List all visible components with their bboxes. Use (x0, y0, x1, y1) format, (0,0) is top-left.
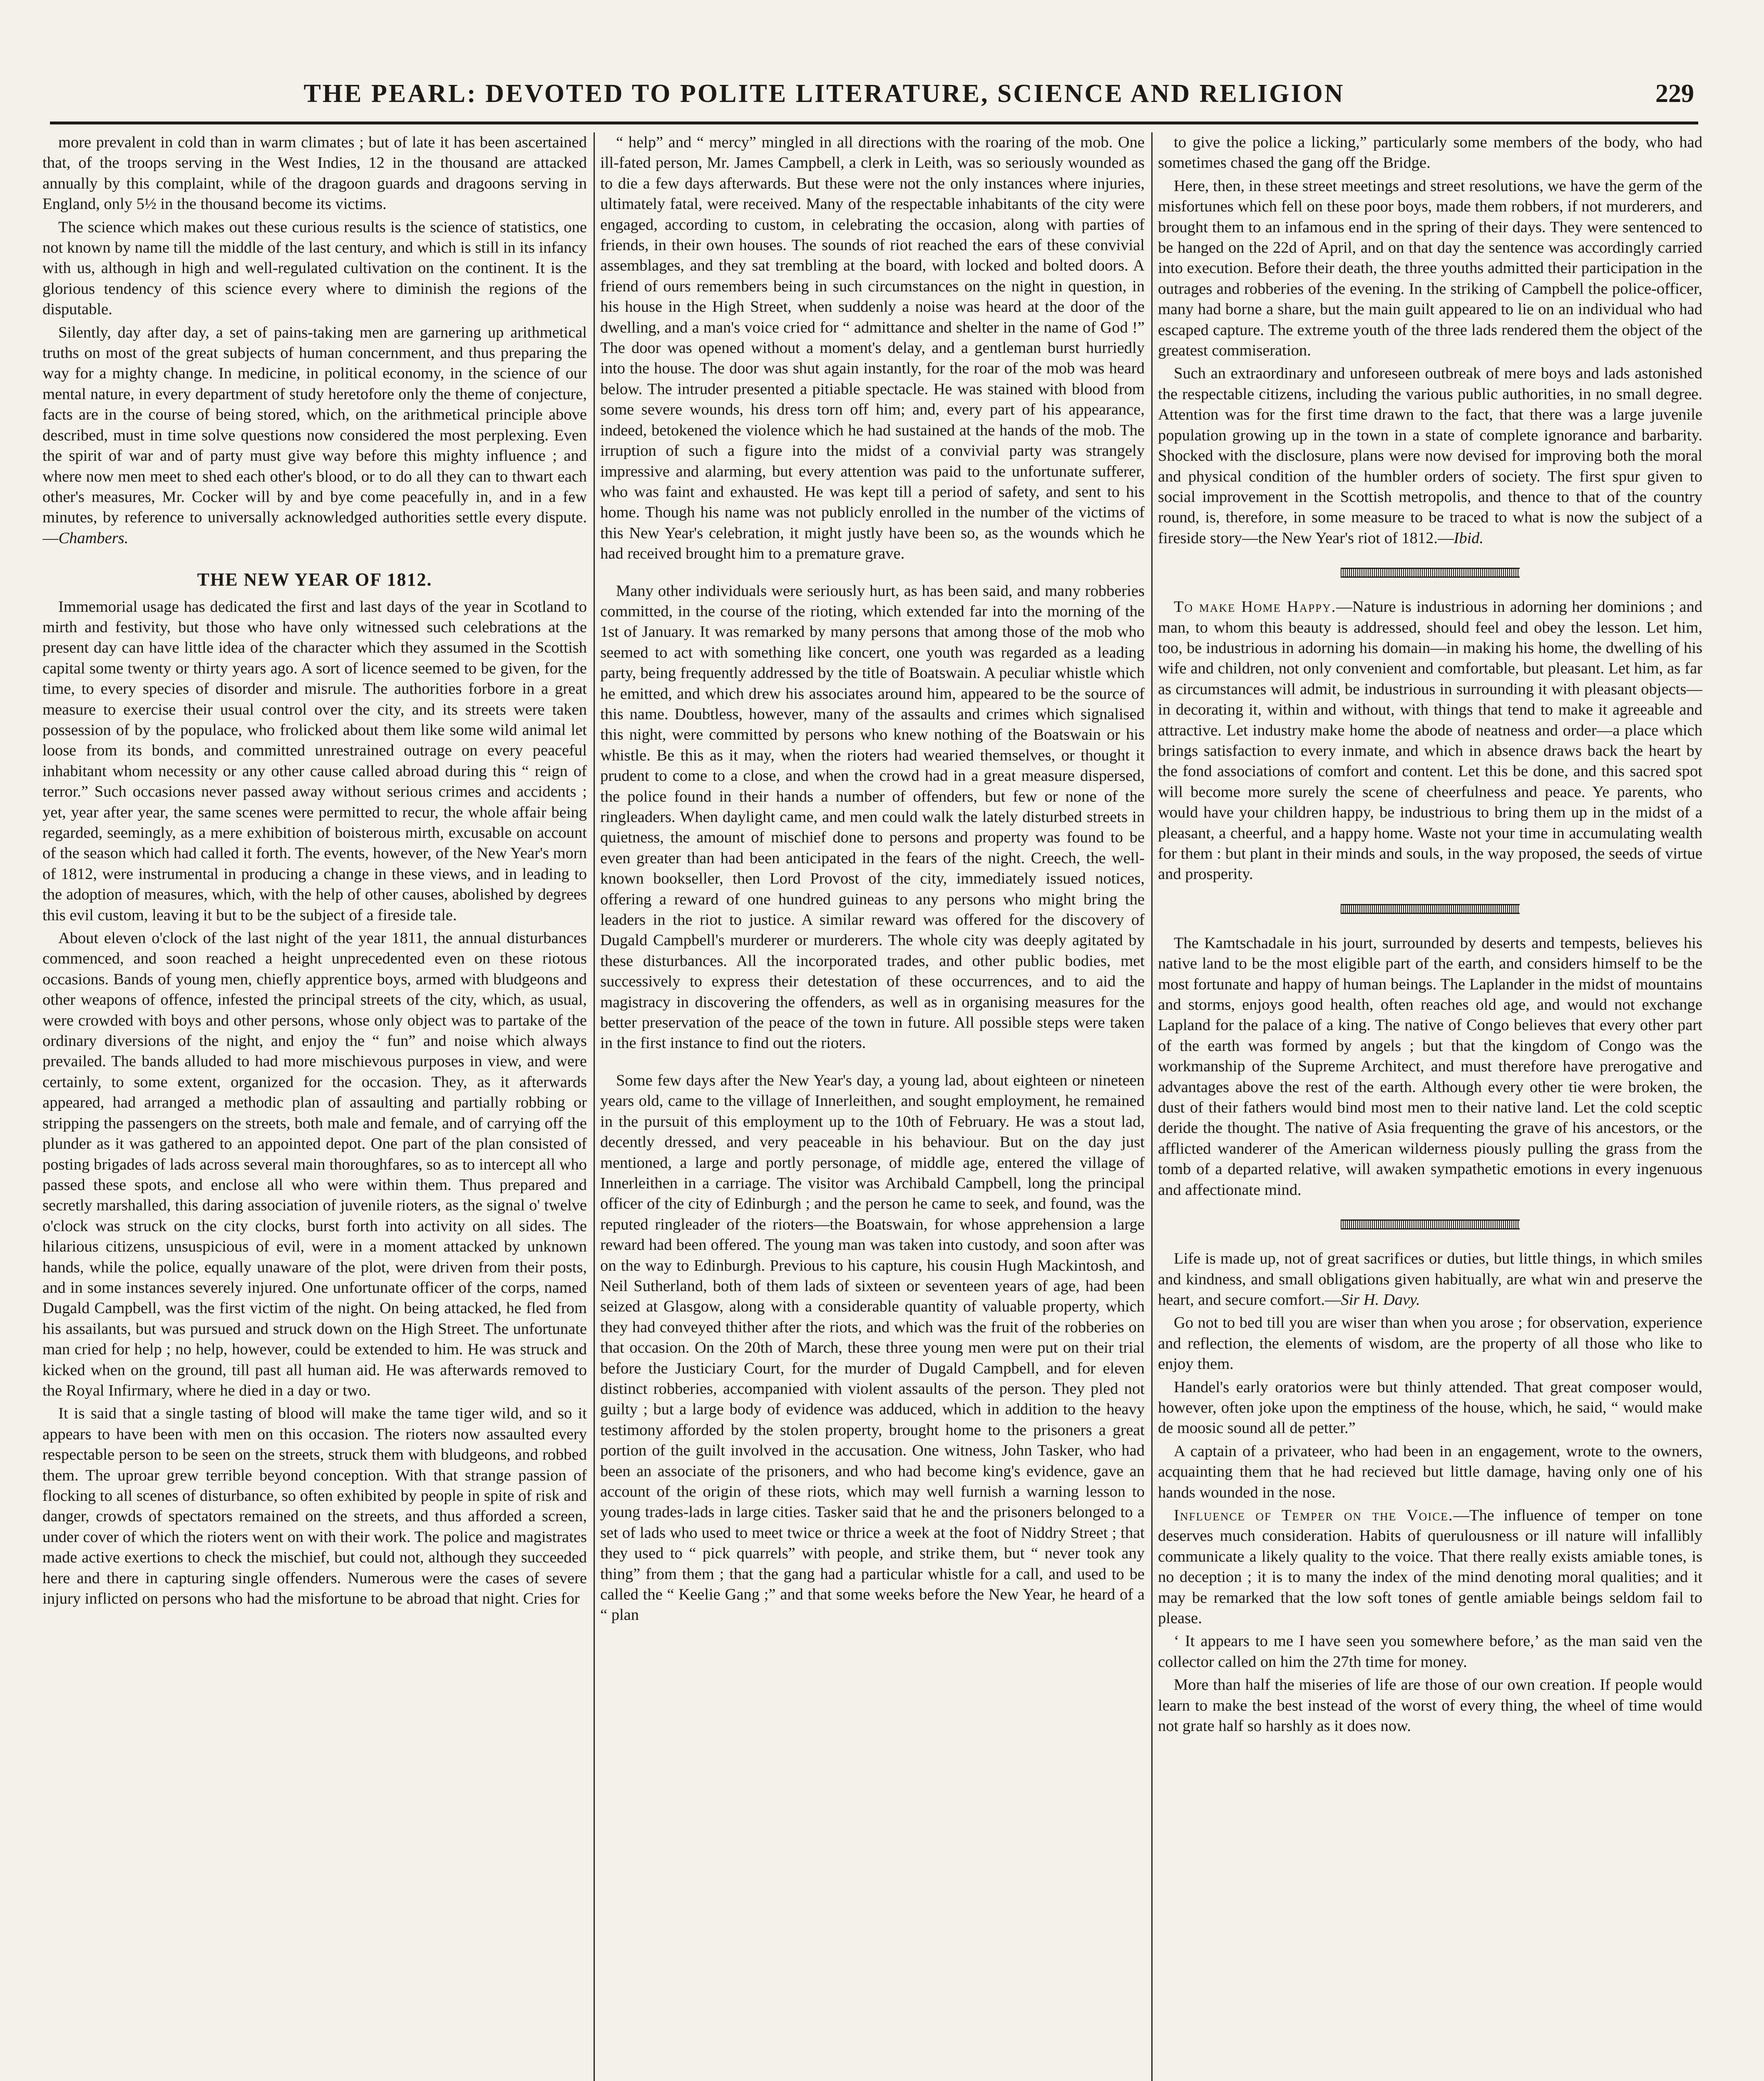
paragraph-text: —The influence of temper on tone deserves much consideration. Habits of querulousness or ill nature will infallibly communicate a likely quality to the voice. That there really exists amiable tones, is no deception ; it is to many the index of the mind denoting moral qualities; and it may be remarked that the low soft tones of gentle amiable beings seldom fail to please. (1158, 1506, 1702, 1627)
paragraph: Some few days after the New Year's day, a young lad, about eighteen or nineteen years old, came to the village of Innerleithen, and sought employment, he remained in the pursuit of this employment up to the 10th of February. He was a stout lad, decently dressed, and very peaceable in his behaviour. But on the day just mentioned, a large and portly personage, of middle age, entered the village of Innerleithen in a carriage. The visitor was Archibald Campbell, long the principal officer of the city of Edinburgh ; and the person he came to seek, and found, was the reputed ringleader of the rioters—the Boatswain, for whose apprehension a large reward had been offered. The young man was taken into custody, and soon after was on the way to Edinburgh. Previous to his capture, his cousin Hugh Mackintosh, and Neil Sutherland, both of them lads of sixteen or seventeen years of age, had been seized at Glasgow, along with a considerable quantity of valuable property, which they had conveyed thither after the riots, and which was the fruit of the robberies on that occasion. On the 20th of March, these three young men were put on their trial before the Justiciary Court, for the murder of Dugald Campbell, and for eleven distinct robberies, accompanied with violent assaults of the person. They pled not guilty ; but a large body of evidence was adduced, which in addition to the heavy testimony afforded by the stolen property, brought home to the prisoners a great portion of the guilt involved in the accusation. One witness, John Tasker, who had been an associate of the prisoners, and who had become king's evidence, gave an account of the origin of these riots, which may well furnish a warning lesson to young trades-lads in large cities. Tasker said that he and the prisoners belonged to a set of lads who used to meet twice or thrice a week at the foot of Niddry Street ; that they used to “ pick quarrels” with people, and strike them, but “ never took any thing” from them ; that the gang had a particular whistle for a call, and used to be called the “ Keelie Gang ;” and that some weeks before the New Year, he heard of a “ plan (600, 1071, 1145, 1624)
page-number: 229 (1655, 79, 1694, 108)
spacer (600, 1054, 1145, 1070)
paragraph (1158, 1249, 1702, 1310)
paragraph: It is said that a single tasting of blood will make the tame tiger wild, and so it appears to have been with men on this occasion. The rioters now assaulted every respectable person to be seen on the streets, struck them with bludgeons, and robbed them. The uproar grew terrible beyond conception. With that strange passion of flocking to all scenes of disturbance, so often exhibited by people in spite of risk and danger, crowds of spectators remained on the streets, and thus afforded a screen, under cover of which the rioters went on with their work. The police and magistrates made active exertions to check the mischief, but could not, although they succeeded here and there in capturing single offenders. Numerous were the cases of severe injury inflicted on persons who had the misfortune to be abroad that night. Cries for (42, 1405, 587, 1608)
ornamental-separator (1341, 1219, 1520, 1229)
paragraph: “ help” and “ mercy” mingled in all directions with the roaring of the mob. One ill-fated person, Mr. James Campbell, a clerk in Leith, was so seriously wounded as to die a few days afterwards. But these were not the only instances where injuries, ultimately fatal, were received. Many of the respectable inhabitants of the city were engaged, according to custom, in celebrating the occasion, along with parties of friends, in their own houses. The sounds of riot reached the ears of these convivial assemblages, and they sat trembling at the board, with locked and bolted doors. A friend of ours remembers being in such circumstances on the night in question, in his house in the High Street, when suddenly a noise was heard at the door of the dwelling, and a man's voice cried for “ admittance and shelter in the name of God !” The door was opened without a moment's delay, and a gentleman burst hurriedly into the house. The door was shut again instantly, for the roar of the mob was heard below. The intruder presented a pitiable spectacle. He was stained with blood from some severe wounds, his dress torn off him; and, every part of his appearance, indeed, betokened the violence which he had sustained at the hands of the mob. The irruption of such a figure into the midst of a convivial party was strangely impressive and alarming, but every attention was paid to the unfortunate sufferer, who was faint and exhausted. He was kept till a period of safety, and sent to his home. Though his name was not publicly enrolled in the number of the victims of this New Year's celebration, it might justly have been so, as the wounds which he had received brought him to a premature grave. (600, 134, 1145, 563)
paragraph: to give the police a licking,” particularly some members of the body, who had sometimes chased the gang off the Bridge. (1158, 134, 1702, 172)
header-rule (50, 122, 1698, 124)
source-attribution: Sir H. Davy. (1341, 1291, 1420, 1309)
paragraph-text: Such an extraordinary and unforeseen outbreak of mere boys and lads astonished the respectable citizens, including the various public authorities, in no small degree. Attention was for the first time drawn to the fact, that there was a large juvenile population growing up in the town in a state of complete ignorance and barbarity. Shocked with the disclosure, plans were now devised for improving both the moral and physical condition of the humbler orders of society. The first spur given to social improvement in the Scottish metropolis, and thence to that of the country round, is, therefore, in some measure to be traced to what is now the subject of a fireside story—the New Year's riot of 1812.— (1158, 365, 1702, 547)
paragraph-text: —Nature is industrious in adorning her dominions ; and man, to whom this beauty is addressed, should feel and obey the lesson. Let him, too, be industrious in adorning his domain—in making his home, the dwelling of his wife and children, not only convenient and comfortable, but pleasant. Let him, as far as circumstances will admit, be industrious in surrounding it with pleasant objects—in decorating it, within and without, with things that tend to make it agreeable and attractive. Let industry make home the abode of neatness and order—a place which brings satisfaction to every inmate, and which in absence draws back the heart by the fond associations of comfort and content. Let this be done, and this sacred spot will become more surely the scene of cheerfulness and peace. Ye parents, who would have your children happy, be industrious to bring them up in the midst of a pleasant, a cheerful, and a happy home. Waste not your time in accumulating wealth for them : but plant in their minds and souls, in the way proposed, the seeds of virtue and prosperity. (1158, 598, 1702, 883)
column-right (1158, 132, 1702, 2081)
paragraph (1158, 363, 1702, 549)
paragraph: Immemorial usage has dedicated the first and last days of the year in Scotland to mirth and festivity, but those who have only witnessed such celebrations at the present day can have little idea of the character which they assumed in the Scottish capital some twenty or thirty years ago. A sort of licence seemed to be given, for the time, to every species of disorder and misrule. The authorities forbore in a great measure to exercise their usual control over the city, and its streets were taken possession of by the populace, who frolicked about them like some wild animal let loose from its bonds, and committed unrestrained outrage on every peaceful inhabitant whom necessity or any other cause called abroad during this “ reign of terror.” Such occasions never passed away without serious crimes and accidents ; yet, year after year, the same scenes were permitted to recur, the whole affair being regarded, seemingly, as a mere exhibition of boisterous mirth, excusable on account of the season which had called it forth. The events, however, of the New Year's morn of 1812, were instrumental in producing a change in these views, and in leading to the adoption of measures, which, with the help of other causes, abolished by degrees this evil custom, leaving it but to be the subject of a fireside tale. (42, 598, 587, 924)
column-divider (1151, 132, 1153, 2081)
article-headline: THE NEW YEAR OF 1812. (197, 569, 432, 590)
paragraph (1158, 597, 1702, 885)
paragraph: A captain of a privateer, who had been in an engagement, wrote to the owners, acquainting them that he had recieved but little damage, having only one of his hands wounded in the nose. (1158, 1442, 1702, 1501)
ornamental-separator (1341, 568, 1520, 578)
paragraph: more prevalent in cold than in warm climates ; but of late it has been ascertained that, of the troops serving in the West Indies, 12 in the thousand are attacked annually by this complaint, while of the dragoon guards and dragoons serving in England, only 5½ in the thousand become its victims. (42, 134, 587, 213)
paragraph (1158, 1505, 1702, 1629)
paragraph: About eleven o'clock of the last night of the year 1811, the annual disturbances commenced, and soon reached a height unprecedented even on these riotous occasions. Bands of young men, chiefly apprentice boys, armed with bludgeons and other weapons of offence, infested the principal streets of the city, which, as usual, were crowded with boys and other persons, whose only object was to partake of the ordinary diversions of the night, and enjoy the “ fun” and noise which always prevailed. The bands alluded to had more mischievous purposes in view, and were certainly, to some extent, organized for the occasion. They, as it afterwards appeared, had arranged a methodic plan of assaulting and partially robbing or stripping the passengers on the streets, both male and female, and of carrying off the plunder as it was gathered to an appointed depot. One part of the plan consisted of posting brigades of lads across several main thoroughfares, so as to intercept all who passed these spots, and enclose all who were within them. Thus prepared and secretly marshalled, this daring association of juvenile rioters, as the signal o' twelve o'clock was struck on the city clocks, burst forth into activity on all sides. The hilarious citizens, unsuspicious of evil, were in a moment attacked by unknown hands, while the police, equally unaware of the plot, were driven from their posts, and in some instances severely injured. One unfortunate officer of the corps, named Dugald Campbell, was the first victim of the night. On being attacked, he fled from his assailants, but was pursued and struck down on the High Street. The unfortunate man cried for help ; no help, however, could be extended to him. He was struck and kicked when on the ground, till past all human aid. He was afterwards removed to the Royal Infirmary, where he died in a day or two. (42, 929, 587, 1399)
paragraph: Handel's early oratorios were but thinly attended. That great composer would, however, often joke upon the emptiness of the house, which, he said, “ would make de moosic sound all de petter.” (1158, 1378, 1702, 1437)
column-divider (594, 132, 595, 2081)
paragraph-text: Life is made up, not of great sacrifices or duties, but little things, in which smiles and kindness, and small obligations given habitually, are what win and preserve the heart, and secure comfort.— (1158, 1250, 1702, 1309)
column-middle (600, 132, 1145, 2081)
paragraph (42, 323, 587, 549)
paragraph: Go not to bed till you are wiser than when you arose ; for observation, experience and reflection, the elements of wisdom, are the property of all those who like to enjoy them. (1158, 1314, 1702, 1373)
spacer (600, 564, 1145, 581)
paragraph: More than half the miseries of life are those of our own creation. If people would learn to make the best instead of the worst of every thing, the wheel of time would not grate half so harshly as it does now. (1158, 1676, 1702, 1735)
paragraph: The science which makes out these curious results is the science of statistics, one not known by name till the middle of the last century, and which is still in its infancy with us, although in high and well-regulated cultivation on the continent. It is the glorious tendency of this science every where to diminish the regions of the disputable. (42, 218, 587, 318)
item-title: Influence of Temper on the Voice. (1174, 1506, 1453, 1524)
paragraph: Here, then, in these street meetings and street resolutions, we have the germ of the misfortunes which fell on these poor boys, made them robbers, if not murderers, and brought them to an infamous end in the spring of their days. They were sentenced to be hanged on the 22d of April, and on that day the sentence was accordingly carried into execution. Before their death, the three youths admitted their participation in the outrages and robberies of the evening. In the striking of Campbell the police-officer, many had borne a share, but the main guilt appeared to lie on an individual who had escaped capture. The extreme youth of the three lads rendered them the object of the greatest commiseration. (1158, 177, 1702, 360)
ornamental-separator (1341, 904, 1520, 914)
running-title: THE PEARL: DEVOTED TO POLITE LITERATURE, SCIENCE AND RELIGION (303, 79, 1345, 108)
item-title: To make Home Happy. (1174, 598, 1337, 616)
column-left (42, 132, 587, 2081)
source-attribution: Chambers. (58, 529, 129, 547)
paragraph: ‘ It appears to me I have seen you somewhere before,’ as the man said ven the collector called on him the 27th time for money. (1158, 1632, 1702, 1671)
page-header (50, 79, 1707, 117)
paragraph: The Kamtschadale in his jourt, surrounded by deserts and tempests, believes his native land to be the most eligible part of the earth, and considers himself to be the most fortunate and happy of human beings. The Laplander in the midst of mountains and storms, enjoys good health, often reaches old age, and would not exchange Lapland for the palace of a king. The native of Congo believes that every other part of the earth was formed by angels ; but that the kingdom of Congo was the workmanship of the Supreme Architect, and must therefore have prerogative and advantages above the rest of the earth. Although every other tie were broken, the dust of their fathers would bind most men to their native land. Let the cold sceptic deride the thought. The native of Asia frequenting the grave of his ancestors, or the afflicted wanderer of the American wilderness piously pulling the grass from the tomb of a departed relative, will awaken sympathetic emotions in every ingenuous and affectionate mind. (1158, 934, 1702, 1199)
source-attribution: Ibid. (1453, 529, 1484, 547)
paragraph-text: Silently, day after day, a set of pains-taking men are garnering up arithmetical truths on most of the great subjects of human concernment, and thus preparing the way for a mighty change. In medicine, in political economy, in the science of our mental nature, in every department of study heretofore only the theme of conjecture, facts are in the course of being stored, which, on the arithmetical principle above described, must in time solve questions now considered the most perplexing. Even the spirit of war and of party must give way before this mighty influence ; and where now men meet to shed each other's blood, or to do all they can to thwart each other's measures, Mr. Cocker will by and bye come peacefully in, and in a few minutes, by reference to universally acknowledged authorities settle every dispute.— (42, 323, 587, 547)
paragraph: Many other individuals were seriously hurt, as has been said, and many robberies committed, in the course of the rioting, which extended far into the morning of the 1st of January. It was remarked by many persons that among those of the mob who seemed to act with something like concert, one youth was regarded as a leading party, being frequently addressed by the title of Boatswain. A peculiar whistle which he emitted, and which drew his associates around him, appeared to be the source of this name. Doubtless, however, many of the assaults and crimes which signalised this night, were committed by persons who knew nothing of the Boatswain or his whistle. Be this as it may, when the rioters had wearied themselves, or thought it prudent to come to a close, and when the crowd had in a great measure dispersed, the police found in their hands a number of offenders, but few or none of the ringleaders. When daylight came, and men could walk the lately disturbed streets in quietness, the amount of mischief done to persons and property was found to be even greater than had been anticipated in the fears of the night. Creech, the well-known bookseller, then Lord Provost of the city, immediately issued notices, offering a reward of one hundred guineas to any persons who might bring the leaders in the riot to justice. A similar reward was offered for the discovery of Dugald Campbell's murderer or murderers. The whole city was deeply agitated by these disturbances. All the incorporated trades, and other public bodies, met successively to express their detestation of these occurrences, and to aid the magistracy in discovering the offenders, as well as in organising measures for the better preservation of the peace of the town in future. All possible steps were taken in the first instance to find out the rioters. (600, 582, 1145, 1052)
